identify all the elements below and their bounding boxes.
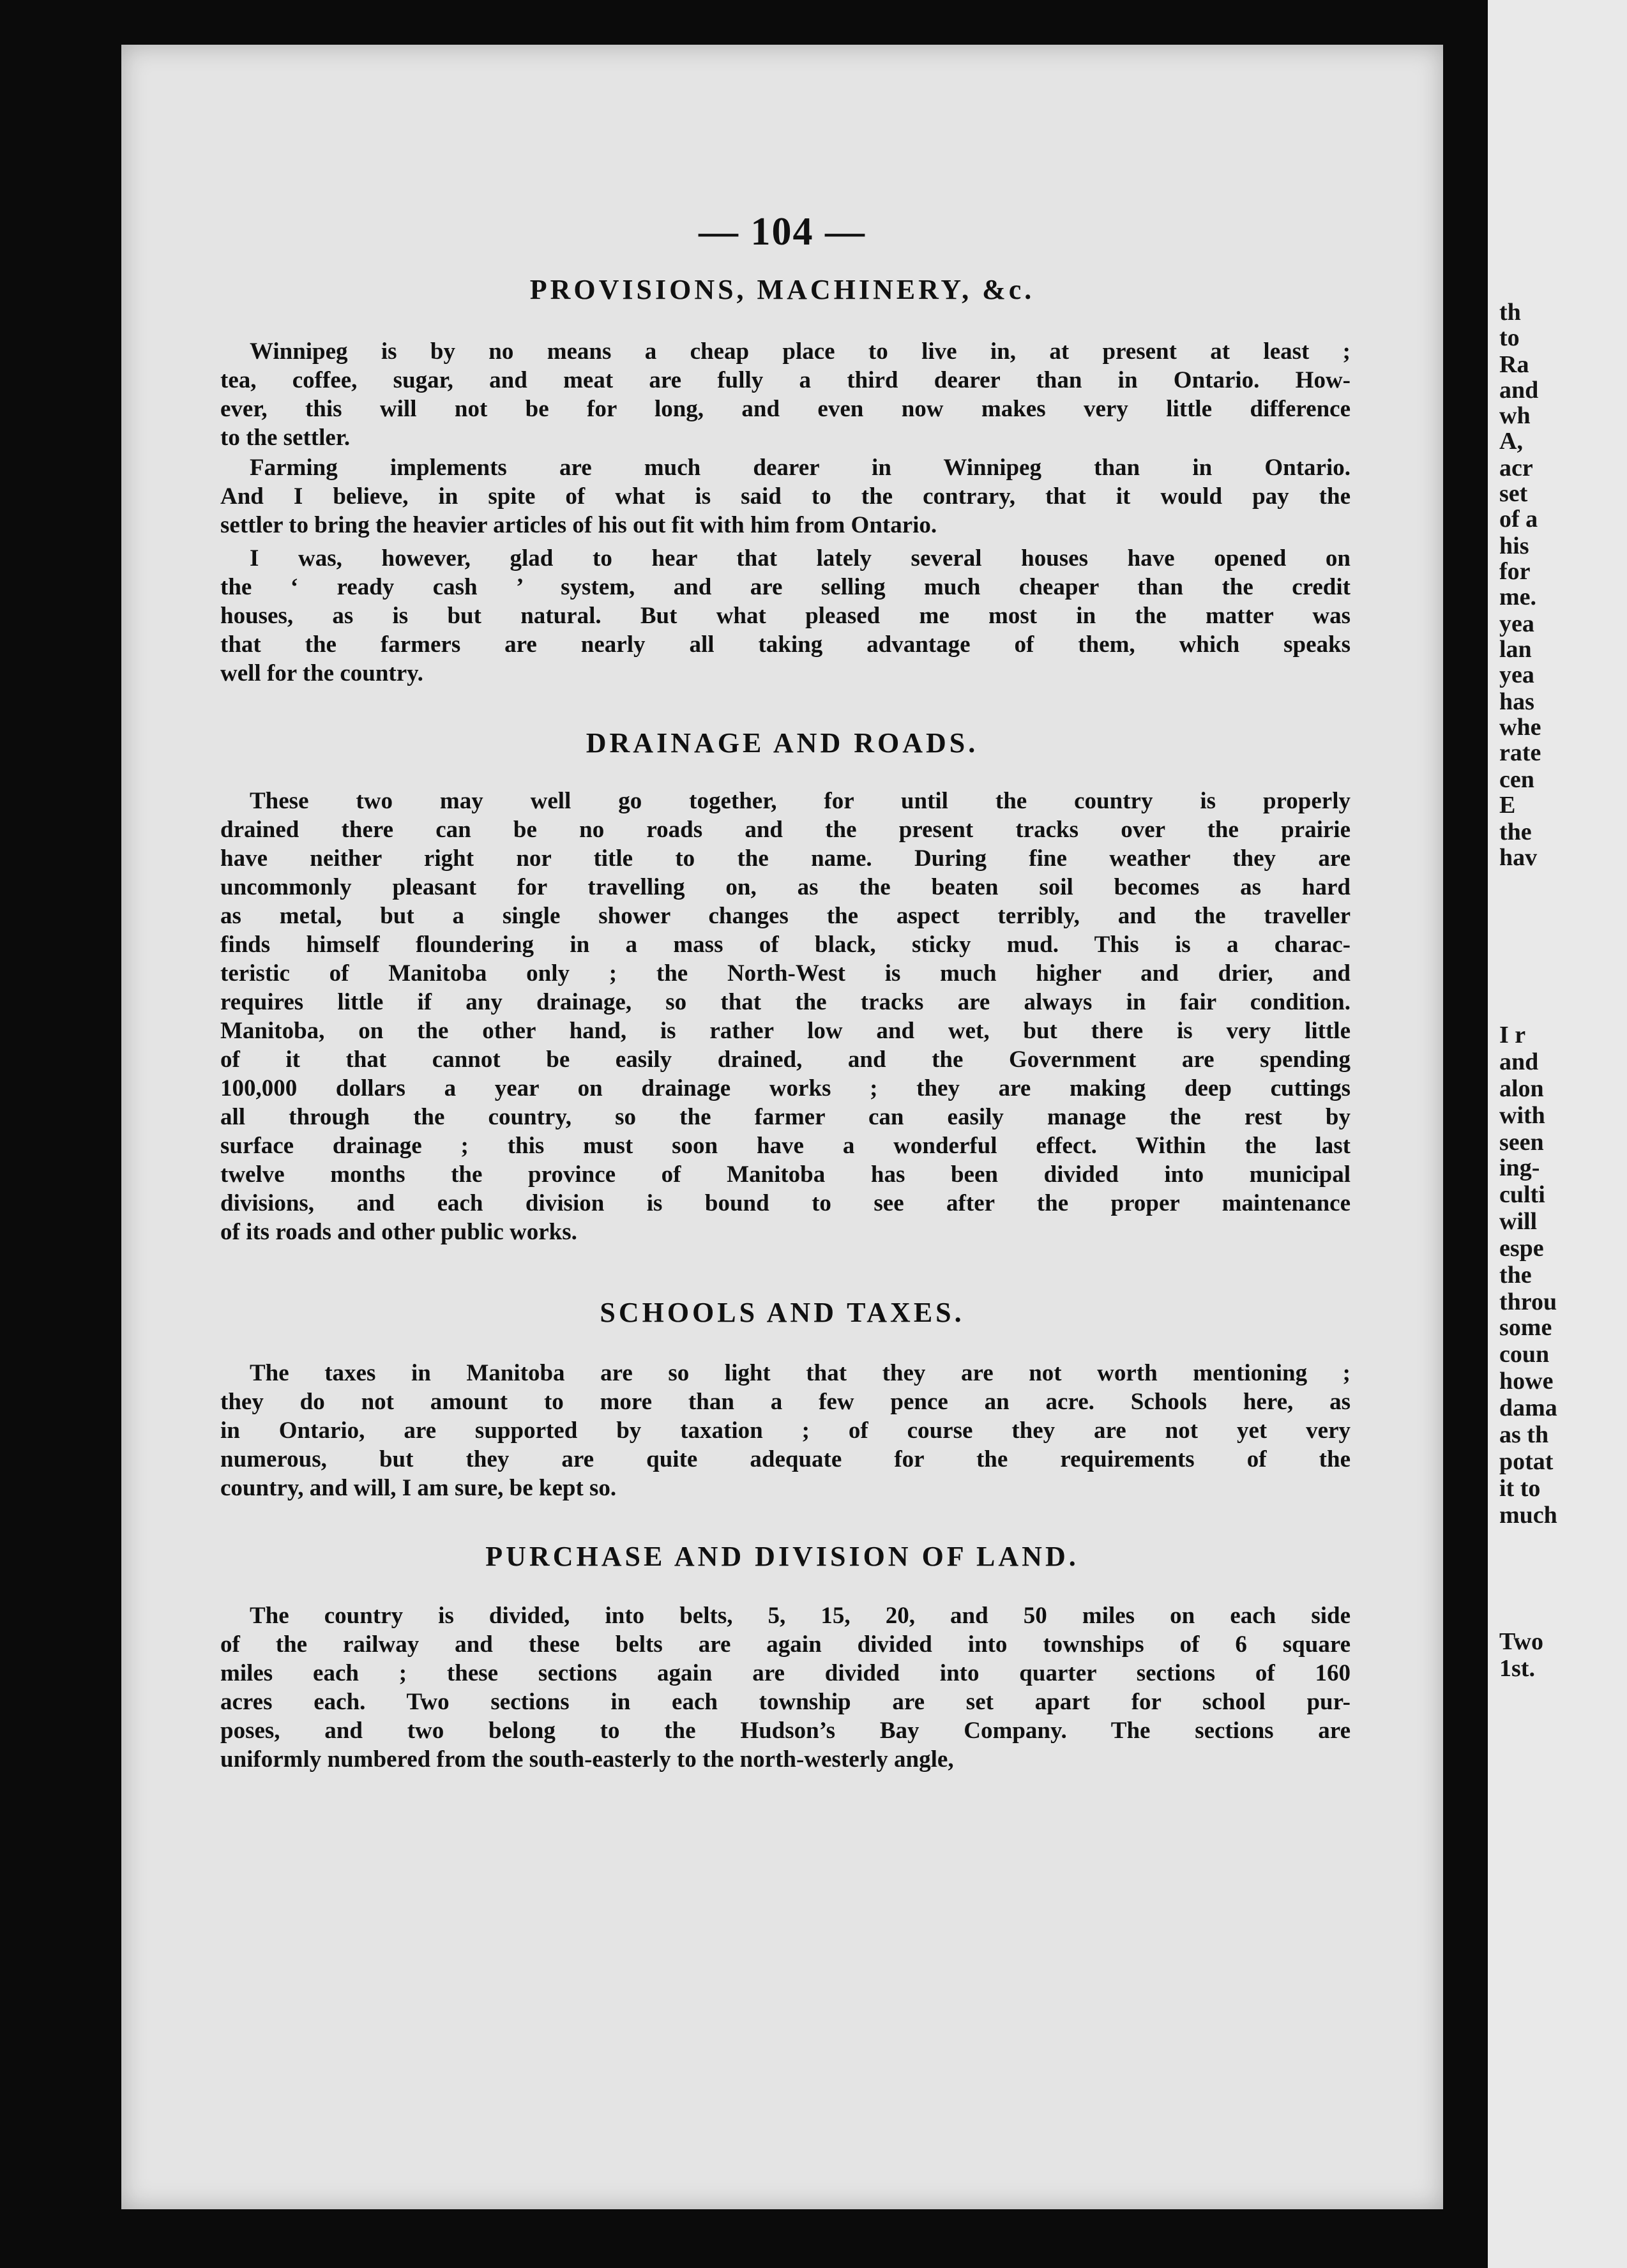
- text-line: that the farmers are nearly all taking advantage of them, which speaks: [220, 631, 1351, 658]
- text-line: acres each. Two sections in each township are set apart for school pur-: [220, 1689, 1351, 1715]
- text-line: tea, coffee, sugar, and meat are fully a third dearer than in Ontario. How-: [220, 367, 1351, 393]
- facing-page-fragment: espe: [1499, 1235, 1544, 1262]
- facing-page-fragment: it to: [1499, 1475, 1541, 1502]
- facing-page-fragment: yea: [1499, 610, 1534, 637]
- facing-page-fragment: coun: [1499, 1341, 1550, 1368]
- facing-page-fragment: his: [1499, 533, 1529, 559]
- text-line: country, and will, I am sure, be kept so.: [220, 1475, 617, 1501]
- facing-page-fragment: wh: [1499, 402, 1531, 429]
- text-line: I was, however, glad to hear that lately several houses have opened on: [250, 545, 1351, 571]
- text-line: of its roads and other public works.: [220, 1219, 577, 1245]
- facing-page-fragment: dama: [1499, 1395, 1557, 1421]
- paragraph: [220, 1601, 1351, 1774]
- text-line: requires little if any drainage, so that the tracks are always in fair condition.: [220, 989, 1351, 1015]
- text-line: to the settler.: [220, 425, 351, 451]
- facing-page-fragment: E: [1499, 792, 1516, 819]
- text-line: divisions, and each division is bound to see after the proper maintenance: [220, 1190, 1351, 1216]
- facing-page-fragment: hav: [1499, 844, 1538, 871]
- text-line: houses, as is but natural. But what pleased me most in the matter was: [220, 603, 1351, 629]
- text-line: uncommonly pleasant for travelling on, as the beaten soil becomes as hard: [220, 874, 1351, 900]
- facing-page-fragment: much: [1499, 1502, 1557, 1529]
- facing-page-edge: [1488, 0, 1627, 2268]
- text-line: teristic of Manitoba only ; the North-West is much higher and drier, and: [220, 960, 1351, 987]
- text-line: And I believe, in spite of what is said to the contrary, that it would pay the: [220, 483, 1351, 510]
- text-line: drained there can be no roads and the present tracks over the prairie: [220, 817, 1351, 843]
- facing-page-fragment: acr: [1499, 455, 1533, 481]
- text-line: surface drainage ; this must soon have a wonderful effect. Within the last: [220, 1133, 1351, 1159]
- text-line: the ‘ ready cash ’ system, and are selling much cheaper than the credit: [220, 574, 1351, 600]
- facing-page-fragment: howe: [1499, 1368, 1554, 1395]
- facing-page-fragment: and: [1499, 377, 1539, 404]
- text-line: uniformly numbered from the south-easterly to the north-westerly angle,: [220, 1746, 954, 1773]
- facing-page-fragment: yea: [1499, 662, 1534, 688]
- facing-page-fragment: potat: [1499, 1448, 1554, 1475]
- facing-page-fragment: and: [1499, 1048, 1539, 1075]
- section-heading: SCHOOLS AND TAXES.: [600, 1297, 965, 1328]
- facing-page-fragment: A,: [1499, 428, 1523, 455]
- text-line: ever, this will not be for long, and even now makes very little difference: [220, 396, 1351, 422]
- section-heading: PROVISIONS, MACHINERY, &c.: [529, 274, 1035, 305]
- text-line: The country is divided, into belts, 5, 15, 20, and 50 miles on each side: [250, 1603, 1351, 1629]
- facing-page-fragment: the: [1499, 1262, 1532, 1289]
- facing-page-fragment: as th: [1499, 1421, 1549, 1448]
- facing-page-fragment: th: [1499, 299, 1521, 326]
- facing-page-fragment: to: [1499, 324, 1520, 351]
- text-line: miles each ; these sections again are divided into quarter sections of 160: [220, 1660, 1351, 1686]
- page-number: — 104 —: [699, 210, 866, 253]
- section-heading: PURCHASE AND DIVISION OF LAND.: [485, 1541, 1079, 1572]
- text-line: twelve months the province of Manitoba has been divided into municipal: [220, 1161, 1351, 1188]
- facing-page-fragment: 1st.: [1499, 1655, 1535, 1682]
- facing-page-fragment: throu: [1499, 1289, 1557, 1315]
- facing-page-fragment: with: [1499, 1102, 1545, 1129]
- facing-page-fragment: of a: [1499, 506, 1538, 533]
- paragraph: [220, 787, 1351, 1246]
- section-heading: DRAINAGE AND ROADS.: [586, 727, 979, 759]
- text-line: settler to bring the heavier articles of his out fit with him from Ontario.: [220, 512, 937, 538]
- facing-page-fragment: lan: [1499, 636, 1532, 663]
- facing-page-fragment: culti: [1499, 1181, 1545, 1208]
- text-line: finds himself floundering in a mass of black, sticky mud. This is a charac-: [220, 932, 1351, 958]
- text-line: in Ontario, are supported by taxation ; of course they are not yet very: [220, 1418, 1351, 1444]
- paragraph: [220, 1359, 1351, 1502]
- facing-page-fragment: set: [1499, 480, 1528, 507]
- text-line: as metal, but a single shower changes the aspect terribly, and the traveller: [220, 903, 1351, 929]
- text-line: all through the country, so the farmer can easily manage the rest by: [220, 1104, 1351, 1130]
- facing-page-fragment: Ra: [1499, 351, 1529, 378]
- facing-page-fragment: will: [1499, 1208, 1538, 1235]
- facing-page-fragment: some: [1499, 1314, 1552, 1341]
- facing-page-fragment: seen: [1499, 1129, 1544, 1156]
- book-page: [121, 45, 1443, 2209]
- facing-page-fragment: cen: [1499, 766, 1534, 793]
- text-line: they do not amount to more than a few pence an acre. Schools here, as: [220, 1389, 1351, 1415]
- facing-page-fragment: has: [1499, 688, 1534, 715]
- facing-page-fragment: I r: [1499, 1022, 1526, 1048]
- text-line: well for the country.: [220, 660, 423, 686]
- text-line: of the railway and these belts are again divided into townships of 6 square: [220, 1631, 1351, 1658]
- facing-page-fragment: for: [1499, 558, 1531, 585]
- facing-page-fragment: ing-: [1499, 1154, 1540, 1181]
- facing-page-fragment: Two: [1499, 1628, 1543, 1655]
- paragraph: [220, 337, 1351, 452]
- text-line: Winnipeg is by no means a cheap place to live in, at present at least ;: [250, 338, 1351, 365]
- paragraph: [220, 544, 1351, 688]
- text-line: 100,000 dollars a year on drainage works ; they are making deep cuttings: [220, 1075, 1351, 1101]
- text-line: These two may well go together, for until the country is properly: [250, 788, 1351, 814]
- facing-page-fragment: whe: [1499, 714, 1541, 741]
- text-line: Manitoba, on the other hand, is rather low and wet, but there is very little: [220, 1018, 1351, 1044]
- text-line: poses, and two belong to the Hudson’s Bay Company. The sections are: [220, 1718, 1351, 1744]
- facing-page-fragment: alon: [1499, 1075, 1544, 1102]
- text-line: Farming implements are much dearer in Winnipeg than in Ontario.: [250, 455, 1351, 481]
- facing-page-fragment: rate: [1499, 739, 1541, 766]
- facing-page-fragment: me.: [1499, 584, 1537, 610]
- text-line: have neither right nor title to the name. During fine weather they are: [220, 845, 1351, 872]
- text-line: The taxes in Manitoba are so light that they are not worth mentioning ;: [250, 1360, 1351, 1386]
- text-line: of it that cannot be easily drained, and the Government are spending: [220, 1047, 1351, 1073]
- paragraph: [220, 453, 1351, 540]
- facing-page-fragment: the: [1499, 819, 1532, 845]
- text-line: numerous, but they are quite adequate for the requirements of the: [220, 1446, 1351, 1472]
